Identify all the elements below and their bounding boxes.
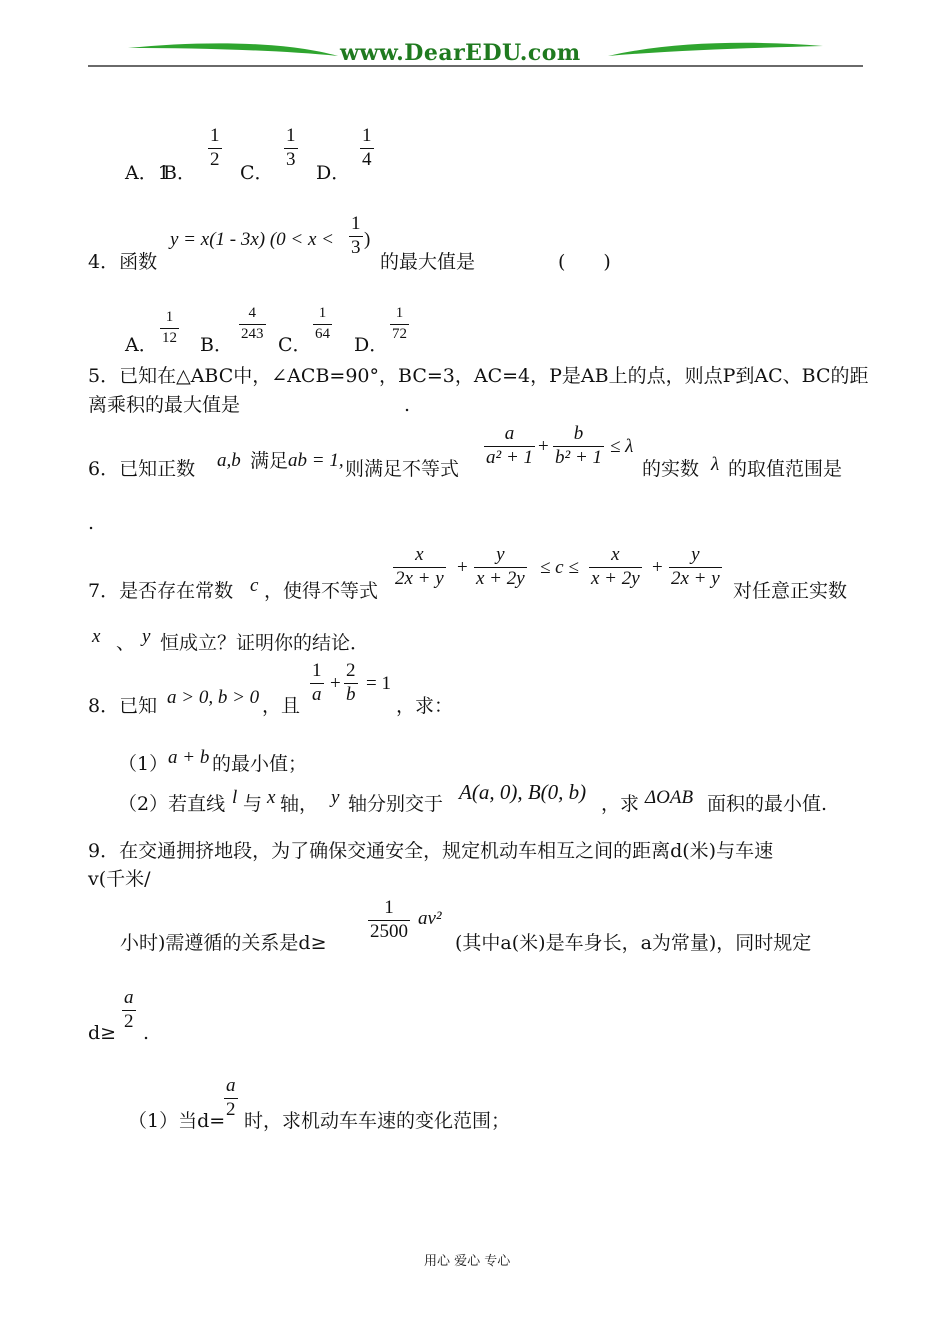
q8-frac2-num: 2 — [346, 660, 356, 681]
q9-frac-a2 — [122, 988, 136, 1032]
q6-frac-a-num: a — [504, 423, 515, 444]
q3-frac-quarter-num: 1 — [362, 125, 372, 146]
q7-frac2-den: x + 2y — [476, 568, 525, 589]
q9-line2: v(千米/ — [88, 868, 151, 890]
q8-ask: ，求： — [396, 695, 454, 717]
q6-lambda: λ — [711, 454, 720, 475]
fraction-bar — [390, 324, 409, 325]
q3-opt-b: B． — [163, 162, 196, 184]
q4-opt-b: B． — [200, 334, 233, 356]
q8-and: ，且 — [262, 695, 301, 717]
q3-frac-half-num: 1 — [210, 125, 220, 146]
footer-text: 用心 爱心 专心 — [424, 1254, 511, 1269]
q7-frac3-den: x + 2y — [591, 568, 640, 589]
q4-number: 4．函数 — [88, 251, 158, 273]
q7-plus1: + — [457, 557, 468, 578]
q8-p2-points: A(a, 0), B(0, b) — [459, 780, 587, 804]
q9-line3a: 小时)需遵循的关系是d≥ — [120, 932, 327, 954]
q9-frac-2500 — [368, 898, 410, 942]
q8-p2-label: （2）若直线 — [118, 793, 226, 815]
q9-frac-a2b-den: 2 — [226, 1099, 236, 1120]
q3-frac-quarter-den: 4 — [362, 149, 372, 170]
q7-y: y — [142, 626, 151, 647]
q3-opt-c: C． — [240, 162, 274, 184]
q3-frac-half — [208, 126, 222, 170]
fraction-bar — [313, 324, 332, 325]
q8-p2-y: y — [331, 787, 340, 808]
q4-answer-paren: ( ) — [558, 251, 611, 273]
q4-frac-b-num: 4 — [248, 305, 256, 321]
q8-p2-end: 面积的最小值. — [707, 793, 828, 815]
q7-frac4-num: y — [691, 544, 700, 565]
q9-frac-2500-num: 1 — [384, 897, 394, 918]
q9-p1-a: （1）当d= — [128, 1110, 226, 1132]
q4-frac-c-den: 64 — [315, 326, 330, 342]
q6-dot: . — [88, 512, 95, 534]
q4-frac-c-num: 1 — [318, 305, 327, 321]
q4-frac-d-num: 1 — [395, 305, 404, 321]
q3-opt-a: A．1 — [125, 162, 170, 184]
q8-cond: a > 0, b > 0 — [167, 687, 260, 708]
q6-satisfy: 满足 — [250, 450, 289, 472]
q9-frac-a2b-num: a — [226, 1075, 236, 1096]
q7-pre: 7．是否存在常数 — [88, 580, 234, 602]
q6-ab: a,b — [217, 450, 241, 471]
q6-frac-b-den: b² + 1 — [555, 447, 603, 468]
q8-p2-l: l — [232, 787, 238, 808]
q7-post: 对任意正实数 — [733, 580, 848, 602]
q7-sep: 、 — [116, 632, 136, 654]
q6-eq: ab = 1, — [288, 450, 344, 471]
q4-close-paren: ) — [364, 229, 371, 250]
q6-frac-a-den: a² + 1 — [486, 447, 534, 468]
q7-frac4-den: 2x + y — [671, 568, 720, 589]
q9-frac-a2b — [224, 1076, 238, 1120]
q4-frac-d — [390, 305, 409, 343]
q8-p2-x: x — [267, 787, 276, 808]
q7-c: c — [250, 575, 259, 596]
q4-frac-a-num: 1 — [165, 309, 174, 325]
q6-post2: 的取值范围是 — [728, 458, 843, 480]
q8-frac1 — [310, 661, 324, 705]
q7-frac2 — [474, 545, 527, 589]
q4-opt-a: A． — [125, 334, 158, 356]
q4-frac-b-den: 243 — [241, 326, 264, 342]
q4-frac-num: 1 — [351, 213, 361, 234]
q4-opt-d: D． — [354, 334, 389, 356]
q3-frac-third-num: 1 — [286, 125, 296, 146]
q3-frac-quarter — [360, 126, 374, 170]
right-swoosh — [608, 43, 823, 56]
q8-p2-mid: 轴分别交于 — [348, 793, 444, 815]
q4-frac-c — [313, 305, 332, 343]
q9-av2: av² — [418, 908, 442, 929]
q4-frac-a — [160, 309, 179, 347]
q8-plus: + — [330, 673, 341, 694]
q7-plus2: + — [652, 557, 663, 578]
q8-p1-expr: a + b — [168, 747, 210, 768]
q7-frac2-num: y — [496, 544, 505, 565]
q8-p2-with: 与 — [243, 793, 263, 815]
q8-p2-triangle: ΔOAB — [645, 787, 694, 808]
q4-frac-a-den: 12 — [162, 330, 177, 346]
q7-frac1-num: x — [415, 544, 424, 565]
q6-plus: + — [538, 436, 549, 457]
site-name: www.DearEDU.com — [340, 40, 581, 66]
q3-opt-d: D． — [316, 162, 351, 184]
q3-frac-half-den: 2 — [210, 149, 220, 170]
q7-frac1 — [393, 545, 446, 589]
q9-p1-b: 时，求机动车车速的变化范围； — [244, 1110, 511, 1132]
q7-line2: 恒成立？证明你的结论． — [160, 632, 370, 654]
fraction-bar — [160, 328, 179, 329]
q9-frac-a2-den: 2 — [124, 1011, 134, 1032]
q9-dot: . — [143, 1022, 150, 1044]
q4-expression: y = x(1 - 3x) (0 < x < — [170, 229, 335, 250]
q6-frac-b — [553, 424, 604, 468]
fraction-bar — [239, 324, 266, 325]
q8-p2-axis: 轴， — [280, 793, 319, 815]
q6-pre: 6．已知正数 — [88, 458, 196, 480]
q7-frac3-num: x — [611, 544, 620, 565]
q3-frac-third-den: 3 — [286, 149, 296, 170]
q7-x: x — [92, 626, 101, 647]
q8-pre: 8．已知 — [88, 695, 158, 717]
q6-frac-b-num: b — [573, 423, 584, 444]
header-banner — [88, 36, 863, 70]
q4-frac-d-den: 72 — [392, 326, 407, 342]
q8-eq: = 1 — [366, 673, 391, 694]
q8-frac1-den: a — [312, 684, 322, 705]
q8-p1-text: 的最小值； — [212, 753, 308, 775]
q8-frac1-num: 1 — [312, 660, 322, 681]
q6-le-lambda: ≤ λ — [610, 436, 634, 457]
q9-d-ge: d≥ — [88, 1022, 117, 1044]
q6-post1: 的实数 — [642, 458, 700, 480]
q9-line1: 9．在交通拥挤地段，为了确保交通安全，规定机动车相互之间的距离d(米)与车速 — [88, 840, 774, 862]
q4-frac-third — [349, 214, 363, 258]
q7-mid: ，使得不等式 — [264, 580, 379, 602]
q8-frac2 — [344, 661, 358, 705]
q7-frac4 — [669, 545, 722, 589]
q6-mid: 则满足不等式 — [345, 458, 460, 480]
q5-line1: 5．已知在△ABC中，∠ACB=90°，BC=3，AC=4，P是AB上的点，则点P到AC、BC的距 — [88, 365, 869, 387]
q8-p2-ask: ，求 — [601, 793, 640, 815]
q8-p1-label: （1） — [118, 753, 169, 775]
q5-line2: 离乘积的最大值是 — [88, 394, 241, 416]
q7-frac3 — [589, 545, 642, 589]
q7-lec: ≤ c ≤ — [540, 557, 579, 578]
q3-frac-third — [284, 126, 298, 170]
q9-frac-2500-den: 2500 — [370, 921, 408, 942]
q5-blank-dot: . — [404, 394, 411, 416]
q4-frac-b — [239, 305, 266, 343]
q4-frac-den: 3 — [351, 237, 361, 258]
left-swoosh — [128, 43, 338, 56]
q9-line3b: (其中a(米)是车身长，a为常量)，同时规定 — [455, 932, 812, 954]
q7-frac1-den: 2x + y — [395, 568, 444, 589]
q4-opt-c: C． — [278, 334, 312, 356]
q4-after: 的最大值是 — [380, 251, 476, 273]
q9-frac-a2-num: a — [124, 987, 134, 1008]
q8-frac2-den: b — [346, 684, 356, 705]
q6-frac-a — [484, 424, 535, 468]
